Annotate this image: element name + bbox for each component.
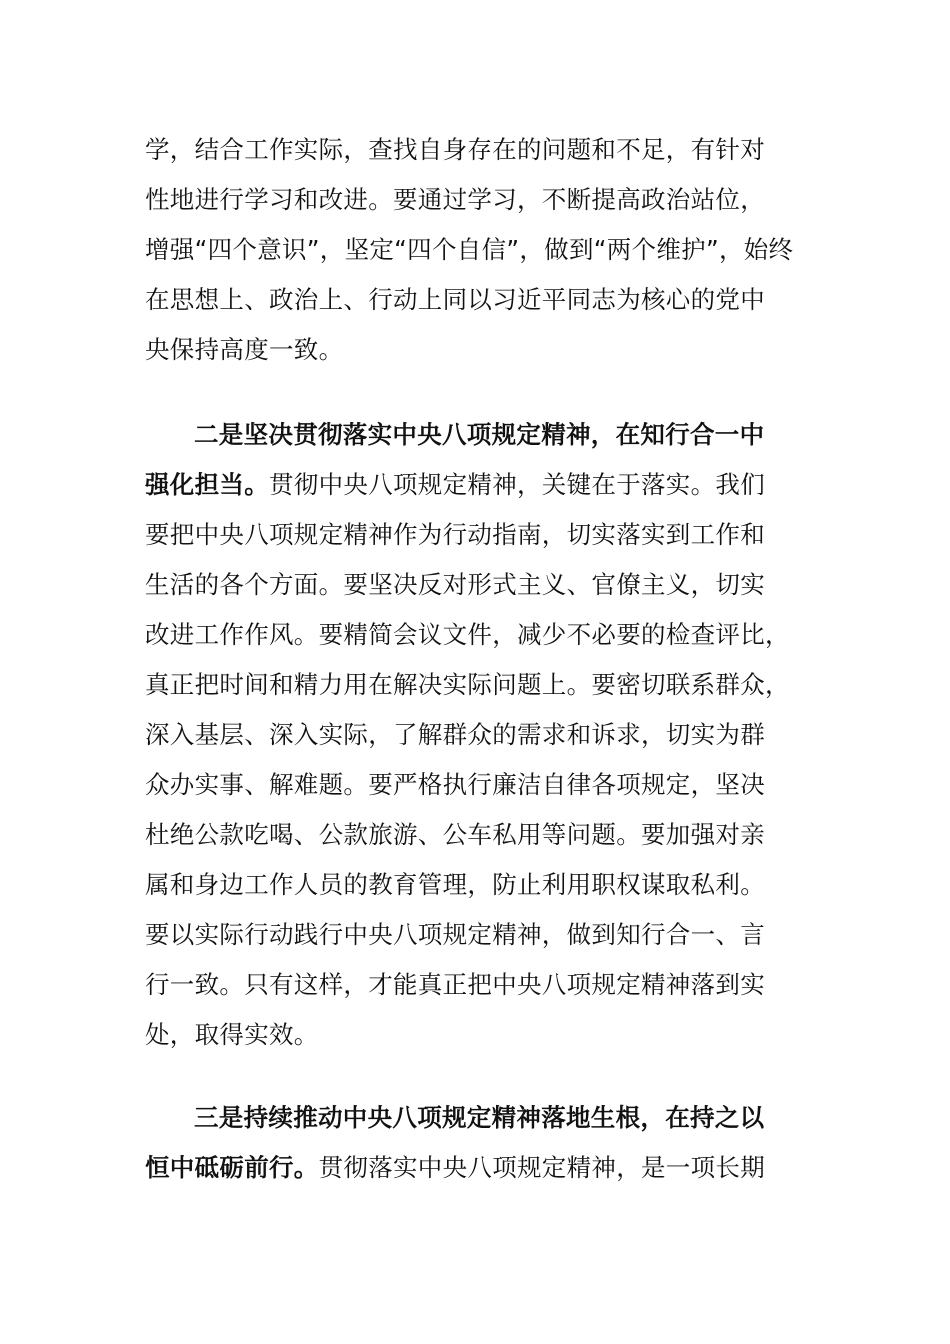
paragraph-line: 要把中央八项规定精神作为行动指南，切实落实到工作和 bbox=[145, 520, 765, 549]
paragraph-line: 众办实事、解难题。要严格执行廉洁自律各项规定，坚决 bbox=[145, 770, 765, 799]
paragraph-line: 改进工作作风。要精简会议文件，减少不必要的检查评比， bbox=[145, 620, 790, 649]
paragraph-line: 行一致。只有这样，才能真正把中央八项规定精神落到实 bbox=[145, 970, 765, 999]
paragraph-line: 生活的各个方面。要坚决反对形式主义、官僚主义，切实 bbox=[145, 570, 765, 599]
paragraph-heading-end: 强化担当。 bbox=[145, 470, 269, 499]
paragraph-line: 学，结合工作实际，查找自身存在的问题和不足，有针对 bbox=[145, 135, 765, 164]
paragraph-line: 处，取得实效。 bbox=[145, 1020, 319, 1049]
paragraph-line: 增强“四个意识”，坚定“四个自信”，做到“两个维护”，始终 bbox=[145, 235, 794, 264]
paragraph-text: 贯彻中央八项规定精神，关键在于落实。我们 bbox=[269, 470, 765, 499]
paragraph-line bbox=[145, 460, 805, 510]
paragraph-line: 在思想上、政治上、行动上同以习近平同志为核心的党中 bbox=[145, 285, 765, 314]
paragraph-line: 杜绝公款吃喝、公款旅游、公车私用等问题。要加强对亲 bbox=[145, 820, 765, 849]
paragraph-heading-end: 恒中砥砺前行。 bbox=[145, 1153, 319, 1182]
paragraph-line: 深入基层、深入实际，了解群众的需求和诉求，切实为群 bbox=[145, 720, 765, 749]
paragraph-2 bbox=[145, 410, 805, 1060]
paragraph-line: 真正把时间和精力用在解决实际问题上。要密切联系群众， bbox=[145, 670, 790, 699]
paragraph-text: 贯彻落实中央八项规定精神，是一项长期 bbox=[318, 1153, 766, 1182]
paragraph-line: 要以实际行动践行中央八项规定精神，做到知行合一、言 bbox=[145, 920, 765, 949]
paragraph-line: 属和身边工作人员的教育管理，防止利用职权谋取私利。 bbox=[145, 870, 765, 899]
paragraph-heading: 二是坚决贯彻落实中央八项规定精神，在知行合一中 bbox=[194, 420, 765, 449]
paragraph-3 bbox=[145, 1093, 805, 1193]
paragraph-1 bbox=[145, 125, 805, 375]
paragraph-line bbox=[145, 1143, 805, 1193]
paragraph-line: 央保持高度一致。 bbox=[145, 335, 344, 364]
paragraph-line: 性地进行学习和改进。要通过学习，不断提高政治站位， bbox=[145, 185, 765, 214]
paragraph-heading: 三是持续推动中央八项规定精神落地生根，在持之以 bbox=[194, 1103, 765, 1132]
